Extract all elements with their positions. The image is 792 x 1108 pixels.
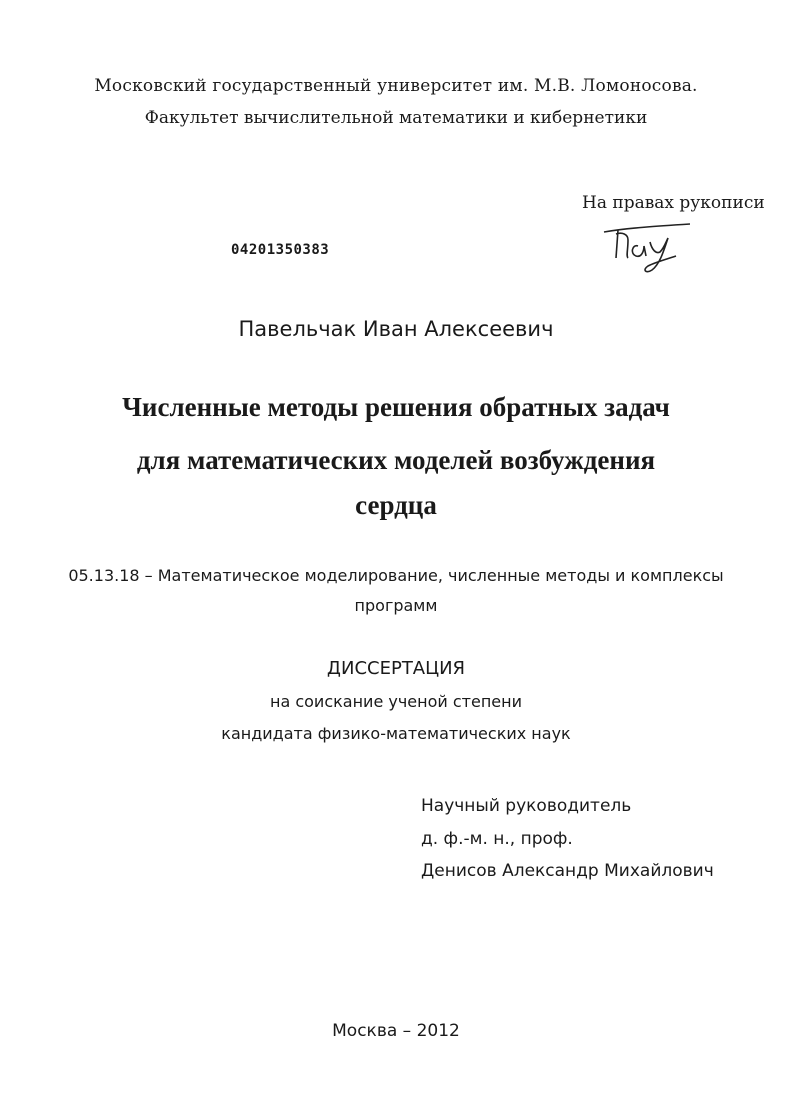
city-year: Москва – 2012 <box>332 1021 460 1041</box>
specialty-line-2: программ <box>354 596 438 615</box>
degree-line-1: на соискание ученой степени <box>269 692 522 711</box>
dissertation-label: ДИССЕРТАЦИЯ <box>326 658 466 679</box>
dissertation-title-line-3: сердца <box>355 490 437 520</box>
supervisor-role: Научный руководитель <box>421 796 632 816</box>
signature-icon <box>598 220 698 280</box>
university-name: Московский государственный университет им. М.В. Ломоносова. <box>94 76 698 96</box>
specialty-line-1: 05.13.18 – Математическое моделирование, численные методы и комплексы <box>68 566 724 585</box>
author-name: Павельчак Иван Алексеевич <box>238 317 554 341</box>
faculty-name: Факультет вычислительной математики и кибернетики <box>144 108 648 128</box>
dissertation-title-line-1: Численные методы решения обратных задач <box>122 392 670 422</box>
supervisor-degree: д. ф.-м. н., проф. <box>421 829 573 849</box>
degree-line-2: кандидата физико-математических наук <box>221 724 571 743</box>
dissertation-title-line-2: для математических моделей возбуждения <box>136 445 656 475</box>
manuscript-note: На правах рукописи <box>582 193 765 213</box>
barcode-number: 04201350383 <box>231 242 330 258</box>
supervisor-name: Денисов Александр Михайлович <box>421 861 714 881</box>
